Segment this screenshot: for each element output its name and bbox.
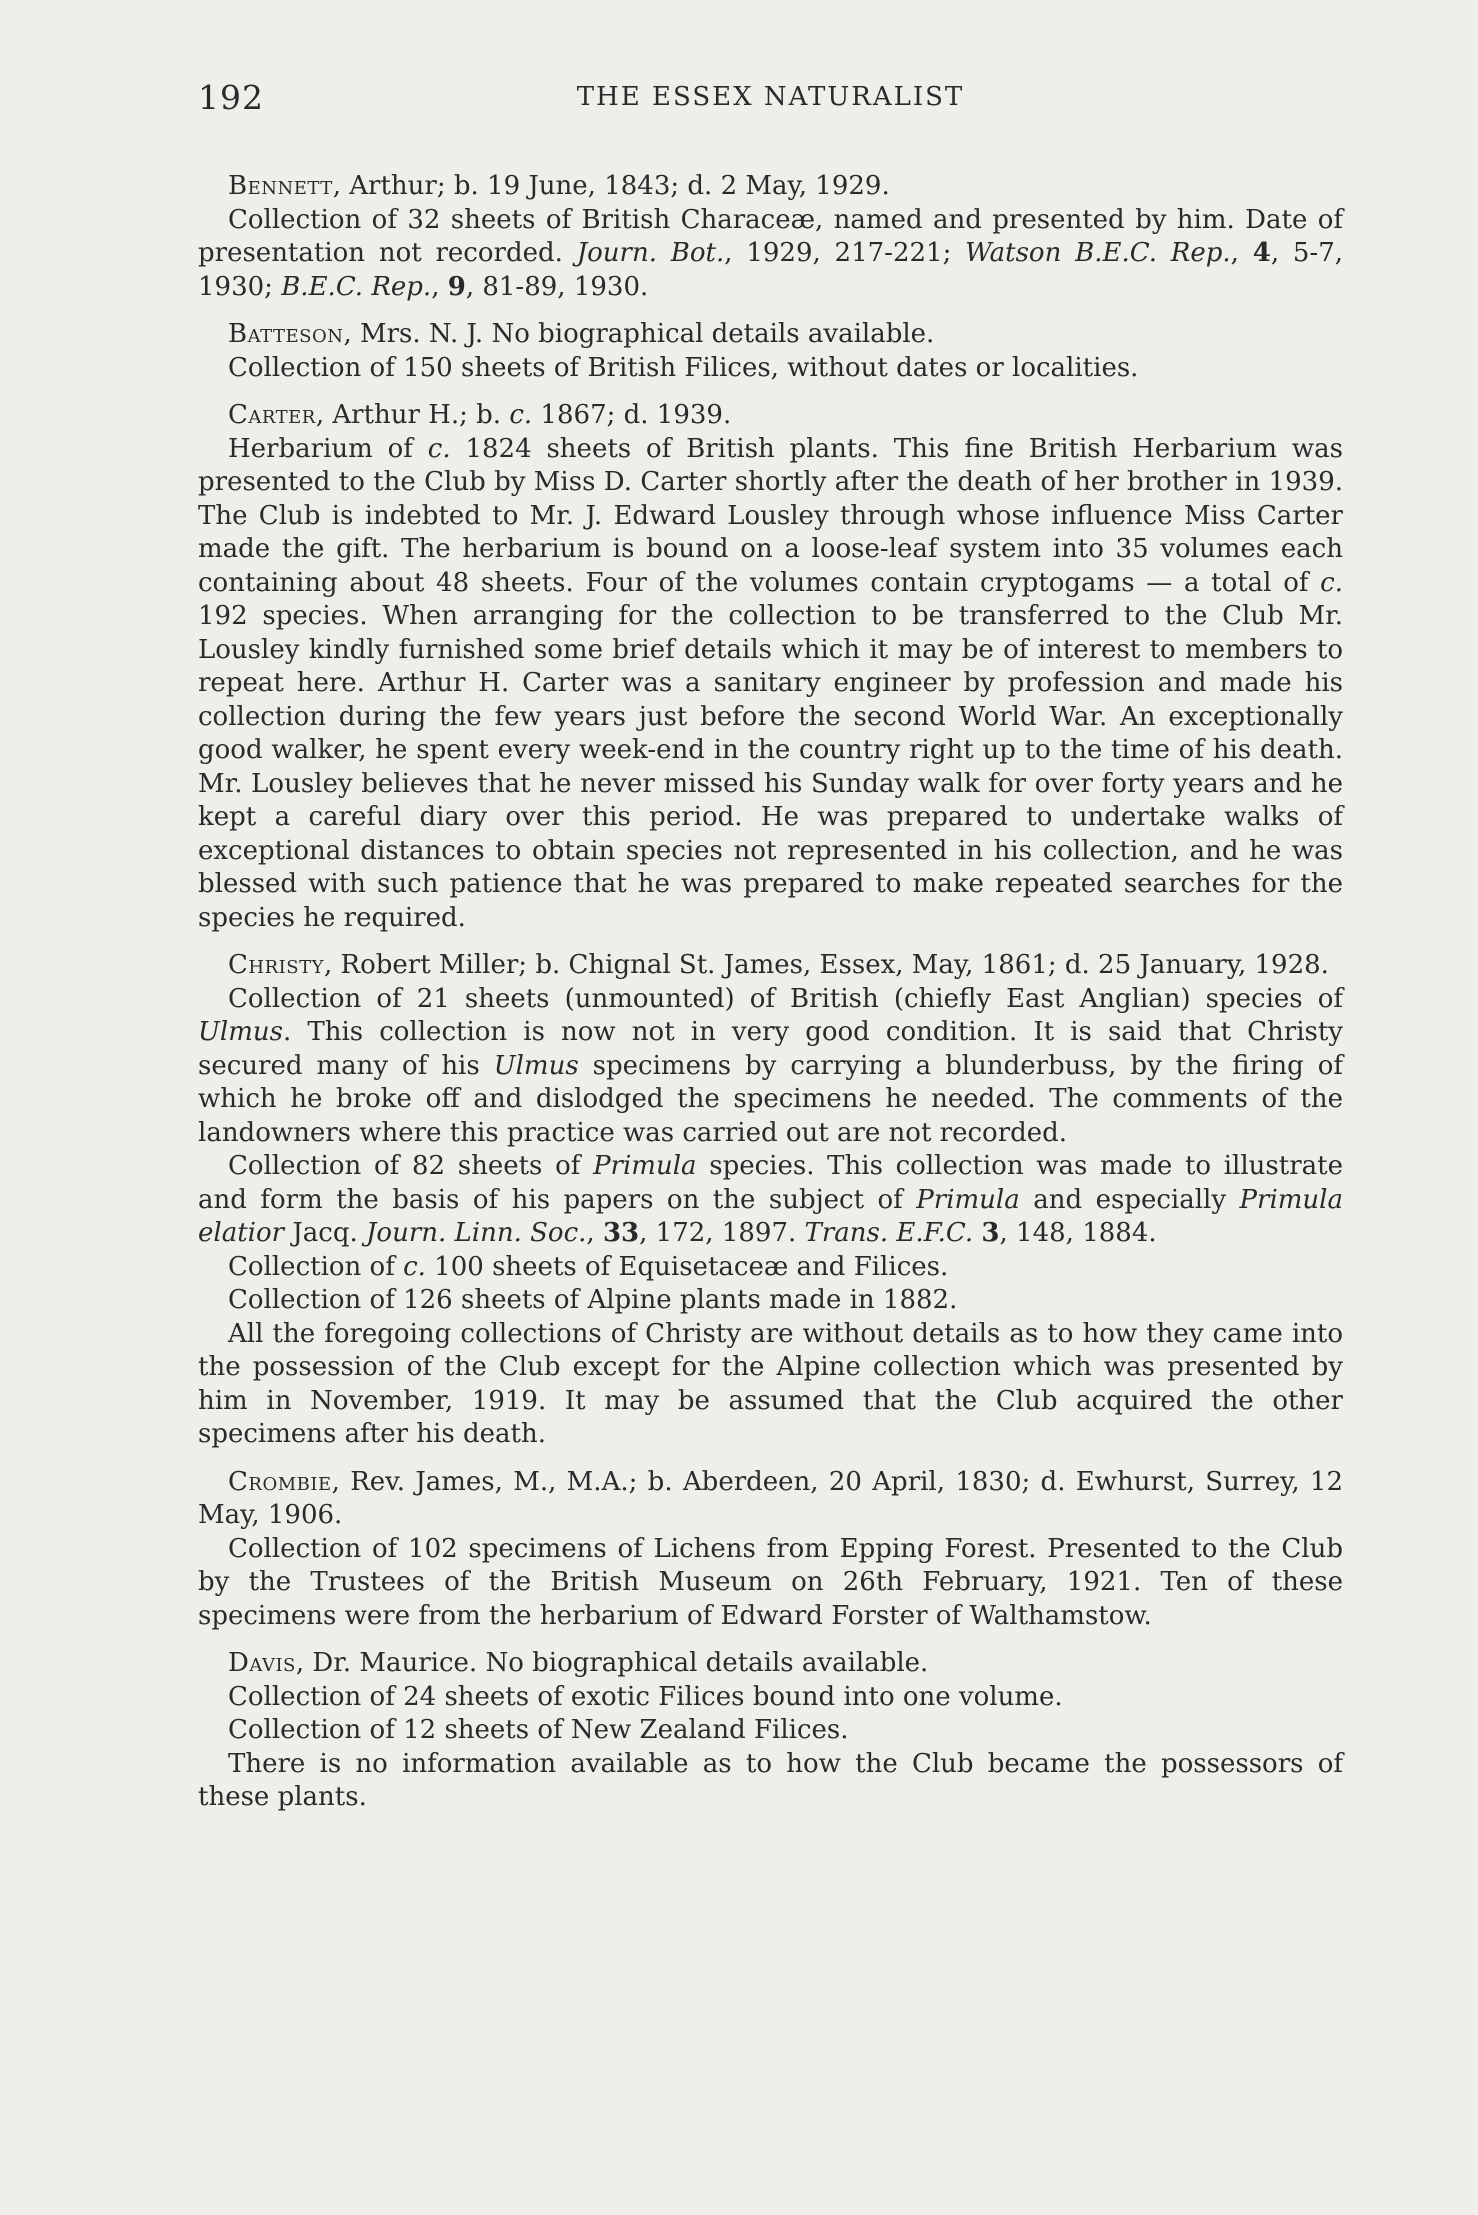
entry-paragraph: Collection of 24 sheets of exotic Filices bound into one volume.: [228, 1681, 1063, 1712]
text: Collection of 32 sheets of British Characeæ, named and presented by him. Date of presentation not recorded.: [198, 204, 1343, 268]
entry-paragraph: [198, 433, 1343, 936]
volume-number: 9: [447, 271, 466, 302]
entry-batteson: [198, 318, 1343, 385]
text: Herbarium of: [228, 433, 428, 464]
text: , 1929, 217-221;: [724, 238, 966, 268]
entry-heading: [198, 318, 1343, 352]
text: ,: [1230, 238, 1253, 268]
volume-number: 33: [602, 1218, 640, 1248]
text: ,: [586, 1218, 603, 1248]
citation: Trans. E.F.C.: [804, 1218, 974, 1248]
entry-paragraph: All the foregoing collections of Christy are without details as to how they came into the possession of the Club except for the Alpine collection which was presented by him in November, 1919. It may be assumed that the Club acquired the other specimens after his death.: [198, 1318, 1343, 1449]
circa: c.: [509, 400, 533, 430]
genus-name: Primula: [593, 1151, 697, 1181]
entry-paragraph: [198, 983, 1343, 1151]
text: . This collection is now not in very good condition. It is said that Christy secured many of his: [198, 1017, 1343, 1081]
genus-name: Ulmus: [493, 1050, 579, 1081]
entry-paragraph: [198, 204, 1343, 305]
surname: Carter: [228, 400, 316, 430]
text: , 81-89, 1930.: [465, 271, 649, 302]
text: ,: [431, 271, 448, 302]
surname: Christy: [228, 950, 324, 980]
circa: c.: [1320, 567, 1343, 598]
citation: B.E.C. Rep.: [281, 271, 432, 302]
citation: Journ. Bot.: [576, 238, 725, 268]
entry-heading: [198, 170, 1343, 204]
text: 1824 sheets of British plants. This fine British Herbarium was presented to the Club by Miss D. Carter shortly after the death of her brother in 1939. The Club is indebted to Mr. J. Edward Lousley through whose influence Miss Carter made the gift. The herbarium is bound on a loose-leaf system into 35 volumes each containing about 48 sheets. Four of the volumes contain cryptogams — a total of: [198, 433, 1343, 598]
text: species. This collection was made to illustrate and form the basis of his papers on the subject of: [198, 1151, 1343, 1215]
entry-heading: [198, 399, 1343, 433]
heading-text: , Dr. Maurice. No biographical details available.: [295, 1648, 929, 1678]
heading-text: , Arthur; b. 19 June, 1843; d. 2 May, 1929.: [332, 171, 890, 201]
entry-heading: [198, 949, 1343, 983]
species-name: Primula elatior: [198, 1184, 1343, 1248]
circa: c.: [403, 1251, 426, 1282]
text: Jacq.: [284, 1218, 366, 1248]
genus-name: Primula: [916, 1184, 1020, 1215]
volume-number: 3: [981, 1218, 1000, 1248]
entry-heading: [198, 1466, 1343, 1533]
running-head: THE ESSEX NATURALIST: [576, 82, 965, 112]
entry-paragraph: Collection of 150 sheets of British Filices, without dates or localities.: [228, 352, 1139, 383]
volume-number: 4: [1252, 238, 1271, 268]
surname: Davis: [228, 1648, 296, 1678]
text: 192 species. When arranging for the collection to be transferred to the Club Mr. Lousley kindly furnished some brief details which it may be of interest to members to repeat here. Arthur H. Carter was a sanitary engineer by profession and made his collection during the few years just before the second World War. An exceptionally good walker, he spent every week-end in the country right up to the time of his death. Mr. Lousley believes that he never missed his Sunday walk for over forty years and he kept a careful diary over this period. He was prepared to undertake walks of exceptional distances to obtain species not represented in his collection, and he was blessed with such patience that he was prepared to make repeated searches for the species he required.: [198, 601, 1343, 933]
text: Collection of 82 sheets of: [228, 1151, 594, 1181]
heading-text: , Robert Miller; b. Chignal St. James, Essex, May, 1861; d. 25 January, 1928.: [323, 950, 1329, 980]
surname: Bennett: [228, 171, 333, 201]
entry-paragraph: [198, 1150, 1343, 1251]
entry-christy: [198, 949, 1343, 1452]
entry-davis: [198, 1647, 1343, 1815]
entry-bennett: [198, 170, 1343, 304]
text: and especially: [1019, 1184, 1240, 1215]
surname: Crombie: [228, 1466, 332, 1497]
page-content: [198, 170, 1343, 1829]
text: Collection of: [228, 1251, 404, 1282]
heading-text: , Mrs. N. J. No biographical details available.: [343, 319, 935, 349]
circa: c.: [427, 433, 451, 464]
entry-paragraph: There is no information available as to how the Club became the possessors of these plants.: [198, 1748, 1343, 1812]
genus-name: Ulmus: [198, 1017, 283, 1047]
text: , 172, 1897.: [639, 1218, 805, 1248]
heading-text: , Arthur H.; b.: [315, 400, 510, 430]
surname: Batteson: [228, 319, 344, 349]
entry-paragraph: Collection of 126 sheets of Alpine plants made in 1882.: [228, 1285, 958, 1315]
entry-carter: [198, 399, 1343, 935]
entry-paragraph: Collection of 12 sheets of New Zealand Filices.: [228, 1715, 849, 1745]
text: specimens by carrying a blunderbuss, by the firing of which he broke off and dislodged the specimens he needed. The comments of the landowners where this practice was carried out are not recorded.: [198, 1050, 1343, 1148]
entry-heading: [198, 1647, 1343, 1681]
entry-paragraph: Collection of 102 specimens of Lichens from Epping Forest. Presented to the Club by the Trustees of the British Museum on 26th February, 1921. Ten of these specimens were from the herbarium of Edward Forster of Walthamstow.: [198, 1533, 1343, 1631]
citation: Watson B.E.C. Rep.: [965, 238, 1231, 268]
text: 100 sheets of Equisetaceæ and Filices.: [425, 1251, 949, 1282]
text: Collection of 21 sheets (unmounted) of British (chiefly East Anglian) species of: [228, 983, 1343, 1014]
text: , 148, 1884.: [999, 1218, 1157, 1248]
heading-text: , Rev. James, M., M.A.; b. Aberdeen, 20 April, 1830; d. Ewhurst, Surrey, 12 May, 1906.: [198, 1466, 1343, 1530]
text: , 5-7, 1930;: [198, 238, 1344, 302]
entry-paragraph: [198, 1251, 1343, 1285]
heading-text: 1867; d. 1939.: [532, 400, 732, 430]
citation: Journ. Linn. Soc.: [366, 1218, 587, 1248]
page-header: [198, 78, 1343, 128]
entry-crombie: [198, 1466, 1343, 1634]
page-number: 192: [198, 78, 264, 117]
